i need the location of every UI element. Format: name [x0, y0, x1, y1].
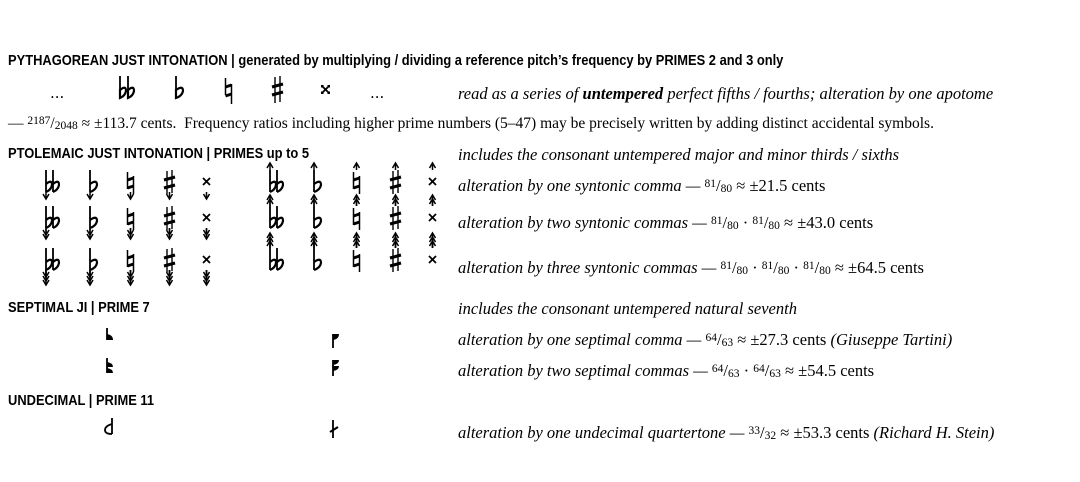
septimal-row-1: alteration by one septimal comma — $^{64}$/63 ≈ ±27.3 cents (Giuseppe Tartini)	[458, 330, 953, 349]
credit-stein: (Richard H. Stein)	[873, 423, 995, 442]
syntonic-row-1: alteration by one syntonic comma — $^{81}$/80 ≈ ±21.5 cents	[458, 176, 826, 195]
septimal-accidentals	[0, 0, 450, 482]
pythagorean-description: read as a series of untempered perfect fifths / fourths; alteration by one apotome	[458, 84, 994, 103]
septimal-comma-up-icon	[333, 334, 339, 348]
syntonic-row-3: alteration by three syntonic commas — $^{81}$/80 · $^{81}$/80 · $^{81}$/80 ≈ ±64.5 cents	[458, 258, 924, 277]
undecimal-header: UNDECIMAL | PRIME 11	[8, 392, 155, 409]
ellipsis-right: ...	[370, 84, 385, 102]
double-septimal-comma-down-icon	[107, 358, 113, 373]
undecimal-up-icon	[330, 420, 338, 438]
septimal-row-2: alteration by two septimal commas — $^{64}$/63 · $^{64}$/63 ≈ ±54.5 cents	[458, 361, 875, 380]
syntonic-row-2: alteration by two syntonic commas — $^{81}$/80 · $^{81}$/80 ≈ ±43.0 cents	[458, 213, 874, 232]
septimal-header: SEPTIMAL JI | PRIME 7	[8, 299, 150, 316]
pythagorean-continuation: — $^{2187}$/2048 ≈ ±113.7 cents. Frequency ratios including higher prime numbers (5–47) may be precisely written by adding distinct accidental symbols.	[8, 115, 934, 132]
credit-tartini: (Giuseppe Tartini)	[830, 330, 953, 349]
ellipsis-left: ...	[50, 84, 65, 102]
ptolemaic-description: includes the consonant untempered major and minor thirds / sixths	[458, 145, 900, 164]
double-septimal-comma-up-icon	[333, 360, 339, 376]
undecimal-row-1: alteration by one undecimal quartertone — $^{33}$/32 ≈ ±53.3 cents (Richard H. Stein)	[458, 423, 995, 442]
ptolemaic-header: PTOLEMAIC JUST INTONATION | PRIMES up to 5	[8, 145, 310, 162]
undecimal-down-icon	[105, 418, 112, 434]
septimal-comma-down-icon	[107, 328, 113, 340]
higher-primes-note: Frequency ratios including higher prime numbers (5–47) may be precisely written by adding distinct accidental symbols.	[184, 115, 934, 132]
pythagorean-header: PYTHAGOREAN JUST INTONATION | generated by multiplying / dividing a reference pitch’s frequency by PRIMES 2 and 3 only	[8, 52, 784, 69]
septimal-description: includes the consonant untempered natural seventh	[458, 299, 797, 318]
